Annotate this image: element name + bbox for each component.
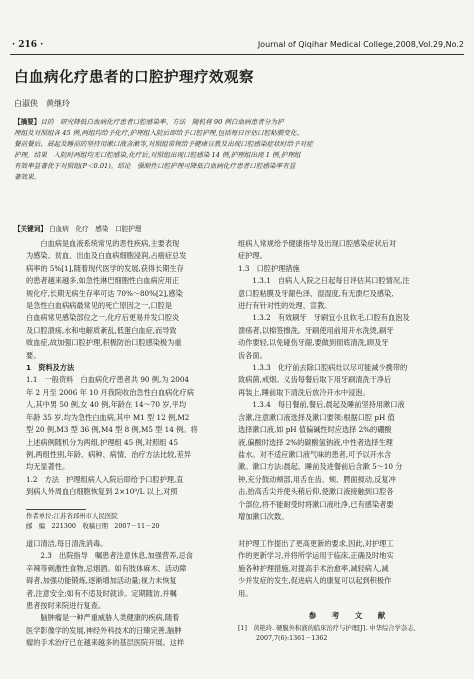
header-divider xyxy=(10,54,464,55)
paragraph-line: 盐水。对不适应漱口液气味的患者,可予以开水含 xyxy=(238,449,392,459)
paragraph-line: 均无显著性。 xyxy=(26,462,70,472)
paragraph-line: 人,其中男 50 例,女 40 例,年龄在 14～70 岁,平均 xyxy=(26,400,187,410)
paragraph-line: 1.3.1 自病人入院之日起每日评估其口腔情况,注 xyxy=(252,276,410,286)
paragraph-line: 型 20 例,M3 型 36 例,M4 型 8 例,M5 型 14 例。将 xyxy=(26,425,198,435)
paragraph-line: 击,抬高舌尖并使头稍后仰,使漱口液接触到口腔各 xyxy=(238,487,394,497)
paragraph-line: 要。 xyxy=(26,350,41,360)
paragraph-line: 致病菌,戒烟。义齿每餐后取下用牙刷清洗干净后 xyxy=(238,375,392,385)
paragraph-line: 病率的 5%[1],随着现代医学的发展,获得长期生存 xyxy=(26,263,184,273)
paragraph-line: 年 2 月至 2006 年 10 月我院收治急性白血病化疗病 xyxy=(26,387,194,397)
paragraph-line: 液,偏酸时选择 2%的碳酸氢钠液,中性者选择生理 xyxy=(238,437,393,447)
article-authors: 白淑侠 黄继玲 xyxy=(14,99,70,108)
paragraph-line: 败血症,故加强口腔护理,积极防治口腔感染极为重 xyxy=(26,338,182,348)
paragraph-line: 碍者,加强功能锻炼,逐渐增加活动量;视力未恢复 xyxy=(26,576,177,586)
journal-header: Journal of Qiqihar Medical College,2008,Vol.29,No.2 xyxy=(257,40,464,49)
paragraph-line: 动作要轻,以免碰伤牙龈,要做到彻底清洗,顾及牙 xyxy=(238,338,389,348)
abstract-line: 著效果。 xyxy=(14,173,41,181)
reference-item xyxy=(238,624,460,644)
paragraph-line: 症护理。 xyxy=(238,251,267,261)
paragraph-line: 漱。漱口方法:晨起、睡前及进餐前后含漱 5～10 分 xyxy=(238,462,403,472)
paragraph-line: 意口腔粘膜及牙龈色泽、湿湿度,有无溃烂及感染, xyxy=(238,288,394,298)
references-list xyxy=(238,624,460,644)
paragraph-line: 白血病常见感染部位之一,化疗后更易并发口腔炎 xyxy=(26,313,180,323)
paragraph-line: 辛辣等刺激性食物,忌烟酒。如有肢体麻木、活动障 xyxy=(26,563,187,573)
paragraph-line: 作的更新学习,并将所学运用于临床,正确及时地实 xyxy=(238,551,394,561)
paragraph-line: 含漱,注意漱口液选择及漱口要领:根据口腔 pH 值 xyxy=(238,412,395,422)
paragraph-line: 对护理工作提出了更高更新的要求,因此,对护理工 xyxy=(238,539,394,548)
paragraph-line: 1.3.2 有效刷牙 牙刷宜小且软毛,口腔有血泡及 xyxy=(252,313,410,323)
section-heading: 1 资料及方法 xyxy=(26,363,75,373)
paragraph-line: 1.3.3 化疗前去除口腔病灶以尽可能减少携带的 xyxy=(252,363,408,373)
page-number: · 216 · xyxy=(12,40,44,50)
paragraph-line: 是急性白血病病最常见的死亡原因之一,口腔是 xyxy=(26,301,173,311)
body-column-right xyxy=(238,238,460,523)
paragraph-line: 个部位,将不能耐受时将漱口液吐净,已有感染者要 xyxy=(238,499,394,509)
body-column-right-lower xyxy=(238,538,460,600)
paragraph-line: 瘤的手术治疗已在越来越多的基层医院开展。这样 xyxy=(26,638,185,648)
body-column-left-lower xyxy=(26,538,226,650)
paragraph-line: 1.3.4 每日餐前,餐后,晨起及睡前坚持用漱口液 xyxy=(252,400,405,410)
subsection-line: 1.2 方法 护理组病人入院后即给予口腔护理,直 xyxy=(26,474,184,484)
paragraph-line: 患者按时来院进行复查。 xyxy=(26,601,106,611)
paragraph-line: 及口腔溃疡,水和电解质紊乱,低蛋白血症,而导致 xyxy=(26,325,177,335)
paragraph-line: 脑肿瘤是一种严重威胁人类健康的疾病,随着 xyxy=(40,613,180,623)
subsection-line: 1.1 一般资料 白血病化疗患者共 90 例,为 2004 xyxy=(26,375,190,385)
abstract xyxy=(14,117,460,183)
paragraph-line: 少并发症的发生,促进病人的康复可以起到积极作 xyxy=(238,576,392,586)
paragraph-line: 组病人常规给予健康指导及出现口腔感染症状后对 xyxy=(238,239,397,248)
body-column-left xyxy=(26,238,226,499)
footnote-divider xyxy=(26,509,86,510)
paragraph-line: 白血病是血液系统常见的恶性疾病,主要表现 xyxy=(40,239,180,248)
paragraph-line: 为感染、贫血、出血及白血病细胞浸润,占癌症总发 xyxy=(26,251,187,261)
reference-line: 2007,7(6):1361－1362 xyxy=(256,635,328,642)
paragraph-line: 增加漱口次数。 xyxy=(238,511,289,521)
abstract-line: 餐前餐后、晨起及睡前的坚持用漱口液含漱等,对照组常规给予健康宣教及出现口腔感染症状时给予对症 xyxy=(14,140,313,148)
paragraph-line: 2.3 出院指导 嘱患者注意休息,加强营养,忌食 xyxy=(40,551,193,561)
paragraph-line: 的患者越来越多,如急性淋巴细胞性白血病应用正 xyxy=(26,276,180,286)
paragraph-line: 上述病例随机分为两组,护理组 45 例,对照组 45 xyxy=(26,437,178,447)
keywords-text: 白血病 化疗 感染 口腔护理 xyxy=(49,225,142,233)
abstract-label: 【摘要】 xyxy=(14,118,41,126)
paragraph-line: 施各种护理措施,对提高手术治愈率,减轻病人,减 xyxy=(238,563,389,573)
paragraph-line: 用。 xyxy=(238,588,253,598)
paragraph-line: 医学影像学的发展,神经外科技术的日臻完善,脑肿 xyxy=(26,625,182,635)
paragraph-line: 道口清洁,每日清洗消毒。 xyxy=(26,539,108,548)
abstract-line: 护理。结果 入院时两组均无口腔感染,化疗后,对照组出现口腔感染 14 例,护理组出现 1 例,护理组 xyxy=(14,151,301,159)
reference-line: [1] 黄艳玲. 硬膜外积液的临床治疗与护理[J]. 中华综合学杂志, xyxy=(238,625,416,632)
paragraph-line: 例,两组性别,年龄、病种、病情、治疗方法比较,差异 xyxy=(26,449,191,459)
keywords xyxy=(14,223,141,233)
paragraph-line: 者,注意安全;如有不适及时就诊。定期随访,并嘱 xyxy=(26,588,177,598)
paragraph-line: 齿各面。 xyxy=(238,350,267,360)
paragraph-line: 年龄 35 岁,均为急性白血病,其中 M1 型 12 例,M2 xyxy=(26,412,190,422)
paragraph-line: 进行有针对性的处理、宣教。 xyxy=(238,301,332,311)
abstract-line: 理组及对照组各 45 例,两组均给予化疗,护理组入院后即给予口腔护理,包括每日评估口腔粘膜变化、 xyxy=(14,129,304,137)
article-title: 白血病化疗患者的口腔护理疗效观察 xyxy=(14,69,254,86)
paragraph-line: 溃疡者,以棉签擦洗。牙刷使用前用开水洗烫,刷牙 xyxy=(238,325,394,335)
paragraph-line: 选择漱口液,如 pH 值偏碱性时应选择 2%的硼酸 xyxy=(238,425,392,435)
footnote xyxy=(26,512,226,531)
subsection-line: 1.3 口腔护理措施 xyxy=(238,263,300,273)
paragraph-line: 规化疗,长期无病生存率可达 70%～80%[2],感染 xyxy=(26,288,183,298)
abstract-line: 有效率显著优于对照组(P＜0.01)。结论 强制性口腔护理可降低白血病化疗患者口腔感染率有显 xyxy=(14,162,296,170)
paragraph-line: 到病人外周血白细胞恢复到 2×10⁹/L 以上,对照 xyxy=(26,487,178,497)
references-title: 参 考 文 献 xyxy=(308,611,390,620)
keywords-label: 【关键词】 xyxy=(14,225,47,233)
footnote-affiliation: 作者单位:江苏省邳州市人民医院 xyxy=(26,512,118,520)
abstract-line: 目的 研究降低白血病化疗患者口腔感染率。方法 随机将 90 例白血病患者分为护 xyxy=(40,118,284,126)
paragraph-line: 钟,充分鼓动颊部,用舌在齿、颊、腭面搅动,反复冲 xyxy=(238,474,396,484)
paragraph-line: 再装上,睡前取下清洗后放冷开水中浸泡。 xyxy=(238,387,370,397)
footnote-postal: 邮 编 221300 收稿日期 2007－11－20 xyxy=(26,521,160,530)
